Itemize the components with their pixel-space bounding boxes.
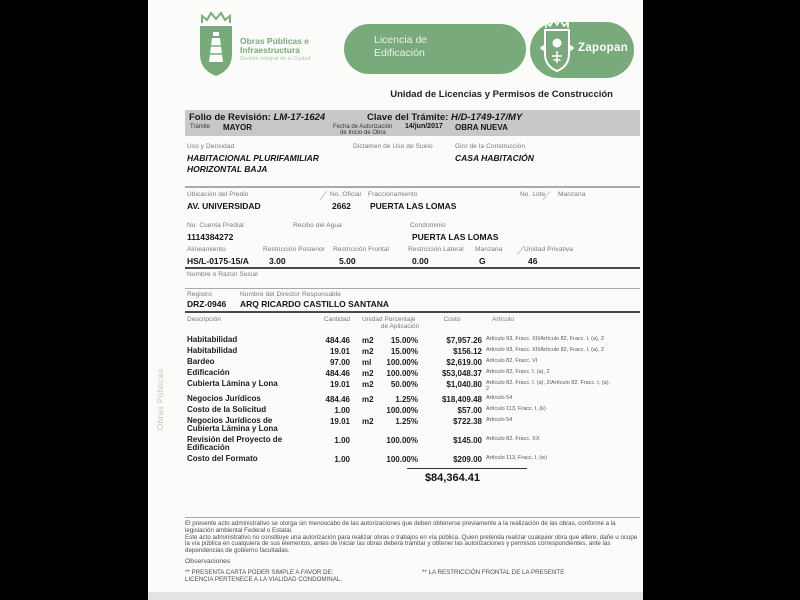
fee-articulo: Artículo 93, Fracc. XII/Artículo 82, Fracc. I, (a), 2 [486, 347, 604, 353]
fee-row [187, 417, 617, 434]
restriccion-frontal-value: 5.00 [339, 256, 356, 266]
fee-unidad: m2 [362, 347, 374, 356]
fee-cantidad: 97.00 [329, 358, 350, 367]
director-label: Nombre del Director Responsable [240, 291, 342, 298]
folio-label: Folio de Revisión: LM-17-1624 [189, 112, 326, 123]
uso-label: Uso y Densidad [187, 143, 235, 150]
condominio-value: PUERTA LAS LOMAS [412, 232, 499, 242]
tramite-value: MAYOR [223, 123, 253, 132]
col-cantidad: Cantidad [323, 316, 350, 323]
scan-mark [320, 191, 328, 200]
side-watermark-label: Obras Públicas [156, 368, 165, 430]
fee-articulo: Artículo 113, Fracc. I, (k) [486, 405, 546, 412]
recibo-agua-label: Recibo del Agua [293, 222, 342, 229]
fee-unidad: ml [362, 358, 372, 367]
fee-row [187, 380, 617, 393]
uso-value-line1: HABITACIONAL PLURIFAMILIAR [187, 153, 319, 163]
col-unidad: Unidad [362, 316, 383, 323]
manzana-label: Manzana [558, 191, 586, 198]
fee-costo: $145.00 [453, 435, 482, 445]
cuenta-predial-label: No. Cuenta Predial [187, 222, 244, 229]
fee-row [187, 347, 617, 356]
no-oficial-value: 2662 [332, 201, 351, 211]
section-divider [185, 267, 640, 269]
license-badge [344, 24, 526, 74]
clave-label: Clave del Trámite: H/D-1749-17/MY [367, 112, 523, 123]
no-lote-label: No. Lote [520, 191, 546, 198]
fee-costo: $156.12 [453, 347, 482, 356]
col-descripcion: Descripción [187, 316, 221, 323]
fee-articulo: Artículo 54 [486, 416, 513, 423]
zapopan-wordmark: Zapopan [578, 42, 629, 54]
giro-label: Giro de la Construcción [455, 143, 526, 150]
alineamiento-value: HS/L-0175-15/A [187, 256, 249, 266]
fee-cantidad: 1.00 [334, 405, 350, 415]
fee-desc: Negocios Jurídicos de Cubierta Lámina y Lona [187, 415, 278, 434]
fee-costo: $7,957.26 [446, 336, 482, 345]
fee-articulo: Artículo 93, Fracc. XII/Artículo 82, Fracc. I, (a), 2 [486, 336, 604, 342]
col-costo: Costo [443, 316, 461, 323]
observacion-left: ** PRESENTA CARTA PODER SIMPLE A FAVOR DE: LICENCIA PERTENECE A LA VIALIDAD CONDOMINAL. [185, 568, 343, 583]
razon-social-label: Nombre o Razón Social [187, 271, 258, 278]
director-value: ARQ RICARDO CASTILLO SANTANA [240, 299, 390, 309]
zapopan-badge [530, 22, 634, 78]
dept-name-line2: Infraestructura [240, 45, 300, 55]
no-oficial-label: No. Oficial [330, 191, 362, 198]
manzana2-value: G [479, 256, 486, 266]
restriccion-posterior-value: 3.00 [269, 256, 286, 266]
fee-desc: Cubierta Lámina y Lona [187, 379, 278, 388]
obras-publicas-logo-icon [194, 10, 238, 85]
fecha-label-2: de Inicio de Obra [340, 130, 386, 136]
fee-unidad: m2 [362, 416, 374, 426]
fee-row [187, 455, 617, 464]
footer-divider [185, 517, 640, 518]
fee-porcentaje: 100.00% [386, 358, 418, 367]
fee-costo: $209.00 [453, 454, 482, 464]
restriccion-lateral-label: Restricción Lateral [408, 246, 464, 253]
fee-cantidad: 19.01 [329, 347, 350, 356]
fee-articulo: Artículo 82, Fracc. I, (a), 2/Artículo 82, Fracc. I, (a), 2 [486, 380, 611, 392]
fee-porcentaje: 100.00% [386, 435, 418, 445]
fee-unidad: m2 [362, 336, 374, 345]
registro-label: Registro [187, 291, 213, 298]
fee-row [187, 406, 617, 415]
fee-porcentaje: 15.00% [390, 336, 418, 345]
fee-desc: Bardeo [187, 357, 215, 366]
fee-cantidad: 484.46 [325, 336, 350, 345]
fee-row [187, 369, 617, 378]
unidad-privativa-label: Unidad Privativa [524, 246, 573, 253]
fee-unidad: m2 [362, 394, 374, 404]
fecha-value: 14/jun/2017 [405, 123, 443, 130]
scan-edge [148, 592, 643, 600]
fee-desc: Habitabilidad [187, 346, 238, 355]
footer [185, 521, 640, 583]
clave-value: H/D-1749-17/MY [450, 112, 523, 123]
fee-row [187, 395, 617, 404]
fee-desc: Costo del Formato [187, 453, 258, 463]
fee-porcentaje: 100.00% [386, 369, 418, 378]
section-divider [185, 311, 640, 313]
fee-costo: $57.00 [457, 405, 482, 415]
fee-articulo: Artículo 82, Fracc. I, (a), 2 [486, 369, 550, 375]
fee-articulo: Artículo 54 [486, 394, 513, 401]
license-badge-line2: Edificación [374, 47, 425, 59]
fee-porcentaje: 100.00% [386, 405, 418, 415]
fee-porcentaje: 100.00% [386, 454, 418, 464]
license-badge-text [374, 34, 427, 60]
fraccionamiento-label: Fraccionamiento [368, 191, 418, 198]
restriccion-posterior-label: Restricción Posterior [263, 246, 326, 253]
fee-costo: $1,040.80 [446, 380, 482, 389]
fee-desc: Negocios Jurídicos [187, 393, 261, 403]
fee-cantidad: 484.46 [325, 369, 350, 378]
tramite-label: Trámite [190, 124, 211, 130]
cuenta-predial-value: 1114384272 [187, 232, 234, 242]
fee-cantidad: 19.01 [329, 416, 350, 426]
fee-porcentaje: 1.25% [395, 416, 418, 426]
fee-articulo: Artículo 82, Fracc. XX [486, 435, 540, 442]
zapopan-crest-icon [538, 18, 576, 80]
fee-unidad: m2 [362, 380, 374, 389]
fecha-label-1: Fecha de Autorización [333, 124, 393, 130]
fee-cantidad: 1.00 [334, 435, 350, 445]
scanned-permit-page [148, 0, 643, 600]
observaciones-row [185, 569, 640, 583]
observacion-right: ** LA RESTRICCIÓN FRONTAL DE LA PRESENTE [422, 568, 565, 576]
fee-porcentaje: 50.00% [390, 380, 418, 389]
fee-porcentaje: 1.25% [395, 394, 418, 404]
fee-articulo: Artículo 82, Fracc. VI [486, 358, 538, 364]
dictamen-label: Dictamen de Uso de Suelo [353, 143, 433, 150]
fees-table [187, 316, 617, 484]
manzana2-label: Manzana [475, 246, 503, 253]
fee-row [187, 336, 617, 345]
folio-band [185, 110, 640, 136]
total-rule [407, 468, 527, 469]
folio-value: LM-17-1624 [273, 112, 326, 123]
restriccion-lateral-value: 0.00 [412, 256, 429, 266]
unit-title: Unidad de Licencias y Permisos de Construcción [390, 89, 613, 100]
uso-value-line2: HORIZONTAL BAJA [187, 164, 268, 174]
fee-costo: $53,048.37 [441, 369, 482, 378]
col-articulo: Artículo [492, 316, 515, 323]
section-divider [185, 288, 640, 289]
license-badge-line1: Licencia de [374, 34, 428, 46]
alineamiento-label: Alineamiento [187, 246, 226, 253]
ubicacion-value: AV. UNIVERSIDAD [187, 201, 261, 211]
fee-desc: Revisión del Proyecto de Edificación [187, 434, 283, 453]
unidad-privativa-value: 46 [528, 256, 538, 266]
fee-costo: $2,619.00 [446, 358, 482, 367]
fee-costo: $722.38 [453, 416, 482, 426]
legal-paragraph-1: El presente acto administrativo se otorga sin menoscabo de las autorizaciones que deben obtenerse previamente a la realización de las obras, conforme a la legislación ambiental Federal o Estatal. [185, 520, 616, 534]
observaciones-label: Observaciones [185, 557, 231, 565]
registro-value: DRZ-0946 [187, 299, 227, 309]
total-amount: $84,364.41 [424, 471, 480, 484]
fee-costo: $18,409.48 [441, 394, 482, 404]
fee-unidad: m2 [362, 369, 374, 378]
ubicacion-label: Ubicación del Predio [187, 191, 249, 198]
condominio-label: Condominio [410, 222, 446, 229]
section-divider [185, 186, 640, 188]
legal-paragraph-2: Este acto administrativo no constituye una autorización para realizar obras o trabajos en vía pública. Quien pretenda realizar cualquier obra que altere, dañe u ocupe la vía pública en cualquiera de sus elementos, antes de iniciar las obras deberá tramitar y obtener las autorizaciones y permisos correspondientes, ante las dependencias de gobierno facultadas. [185, 533, 638, 555]
fee-desc: Costo de la Solicitud [187, 404, 267, 414]
fee-desc: Habitabilidad [187, 335, 238, 344]
fee-porcentaje: 15.00% [390, 347, 418, 356]
dept-subtitle: Gestión Integral de la Ciudad [240, 56, 311, 62]
dept-name-line1: Obras Públicas e [240, 36, 309, 46]
fee-row [187, 436, 617, 453]
restriccion-frontal-label: Restricción Frontal [333, 246, 390, 253]
obra-tipo-value: OBRA NUEVA [455, 123, 508, 132]
fees-table-header [187, 316, 617, 330]
col-porcentaje: Porcentaje de Aplicación [380, 316, 420, 330]
fees-table-rows [187, 336, 617, 464]
fraccionamiento-value: PUERTA LAS LOMAS [370, 201, 457, 211]
fee-articulo: Artículo 113, Fracc. I, (w) [486, 454, 548, 461]
fee-row [187, 358, 617, 367]
fee-cantidad: 19.01 [329, 380, 350, 389]
fee-cantidad: 1.00 [334, 454, 350, 464]
fee-desc: Edificación [187, 368, 230, 377]
fee-cantidad: 484.46 [325, 394, 350, 404]
dept-name [240, 37, 311, 64]
giro-value: CASA HABITACIÓN [455, 153, 534, 163]
